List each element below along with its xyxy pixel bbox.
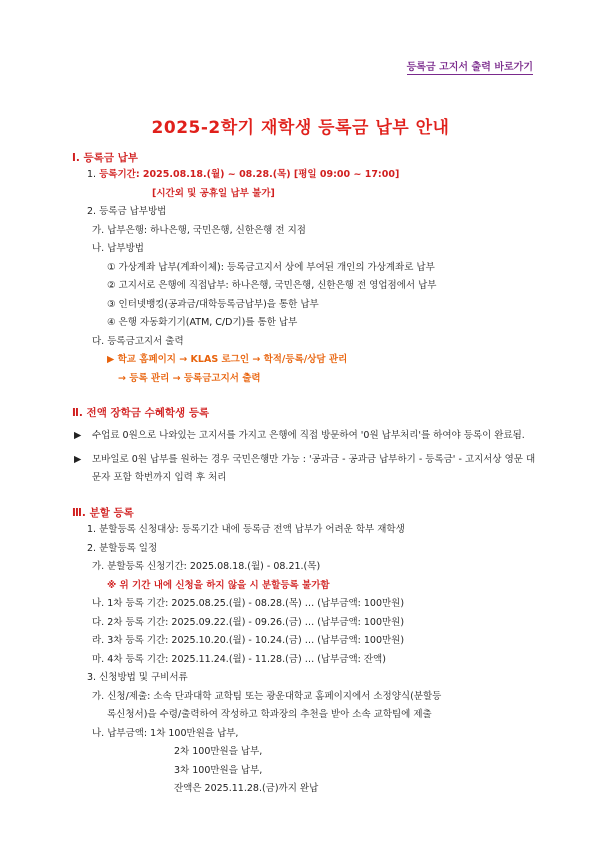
installment-warning: ※ 위 기간 내에 신청을 하지 않을 시 분할등록 불가함 [107,579,330,591]
bullet-text: 수업료 0원으로 나와있는 고지서를 가지고 은행에 직접 방문하여 '0원 납부처리'를 하여야 등록이 완료됨. [92,430,525,441]
scholarship-bullet-2 [72,451,542,487]
section-3-heading: Ⅲ. 분할 등록 [72,507,134,519]
registration-period-note: [시간외 및 공휴일 납부 불가] [152,187,275,199]
invoice-print-path-2: → 등록 관리 → 등록금고지서 출력 [118,372,261,384]
payment-methods-heading: 나. 납부방법 [92,243,144,254]
document-body [72,150,542,799]
method-item: ① 가상계좌 납부(계좌이체): 등록금고지서 상에 부여된 개인의 가상계좌로 납부 [107,261,435,273]
installment-eligibility: 1. 분할등록 신청대상: 등록기간 내에 등록금 전액 납부가 어려운 학부 재학생 [87,524,405,535]
section-2-heading: Ⅱ. 전액 장학금 수혜학생 등록 [72,407,210,419]
bullet-marker: ▶ [74,454,82,465]
payment-banks: 가. 납부은행: 하나은행, 국민은행, 신한은행 전 지점 [92,224,306,236]
installment-schedule-heading: 2. 분할등록 일정 [87,542,158,554]
installment-round: 라. 3차 등록 기간: 2025.10.20.(월) - 10.24.(금) … (납부금액: 100만원) [92,635,405,646]
payment-amount-line: 잔액은 2025.11.28.(금)까지 완납 [174,783,319,794]
print-invoice-link[interactable]: 등록금 고지서 출력 바로가기 [406,62,533,73]
section-1-heading: Ⅰ. 등록금 납부 [72,152,138,164]
page-title: 2025-2학기 재학생 등록금 납부 안내 [151,118,450,138]
method-item: ③ 인터넷뱅킹(공과금/대학등록금납부)을 통한 납부 [107,298,319,310]
item-number: 1. [87,169,97,180]
application-submission: 가. 신청/제출: 소속 단과대학 교학팀 또는 광운대학교 홈페이지에서 소정양식(분할등 [92,690,442,702]
bullet-text: 모바일로 0원 납부를 원하는 경우 국민은행만 가능 : '공과금 - 공과금 납부하기 - 등록금' - 고지서상 영문 대문자 포함 학번까지 입력 후 처리 [92,454,536,483]
invoice-print-heading: 다. 등록금고지서 출력 [92,335,184,347]
payment-amount-line: 2차 100만원을 납부, [174,746,263,757]
payment-amount-line: 3차 100만원을 납부, [174,764,263,776]
invoice-print-path-1: ▶ 학교 홈페이지 → KLAS 로그인 → 학적/등록/상담 관리 [107,354,348,365]
payment-amount: 나. 납부금액: 1차 100만원을 납부, [92,727,239,739]
registration-period-text: 등록기간: 2025.08.18.(월) ~ 08.28.(목) [평일 09:00 ~ 17:00] [99,169,400,180]
bullet-marker: ▶ [74,430,82,441]
application-method-heading: 3. 신청방법 및 구비서류 [87,672,188,683]
installment-round: 나. 1차 등록 기간: 2025.08.25.(월) - 08.28.(목) … (납부금액: 100만원) [92,598,405,609]
registration-period [72,166,542,185]
top-link-wrap [407,58,533,73]
payment-method-heading: 2. 등록금 납부방법 [87,206,167,217]
method-item: ② 고지서로 은행에 직접납부: 하나은행, 국민은행, 신한은행 전 영업점에서 납부 [107,280,437,291]
installment-application-period: 가. 분할등록 신청기간: 2025.08.18.(월) - 08.21.(목) [92,561,321,572]
installment-round: 마. 4차 등록 기간: 2025.11.24.(월) - 11.28.(금) … (납부금액: 잔액) [92,653,386,665]
scholarship-bullet-1 [72,427,542,445]
method-item: ④ 은행 자동화기기(ATM, C/D기)를 통한 납부 [107,317,298,328]
application-submission-cont: 록신청서)을 수령/출력하여 작성하고 학과장의 추천을 받아 소속 교학팀에 제출 [107,709,432,720]
installment-round: 다. 2차 등록 기간: 2025.09.22.(월) - 09.26.(금) … (납부금액: 100만원) [92,616,405,628]
